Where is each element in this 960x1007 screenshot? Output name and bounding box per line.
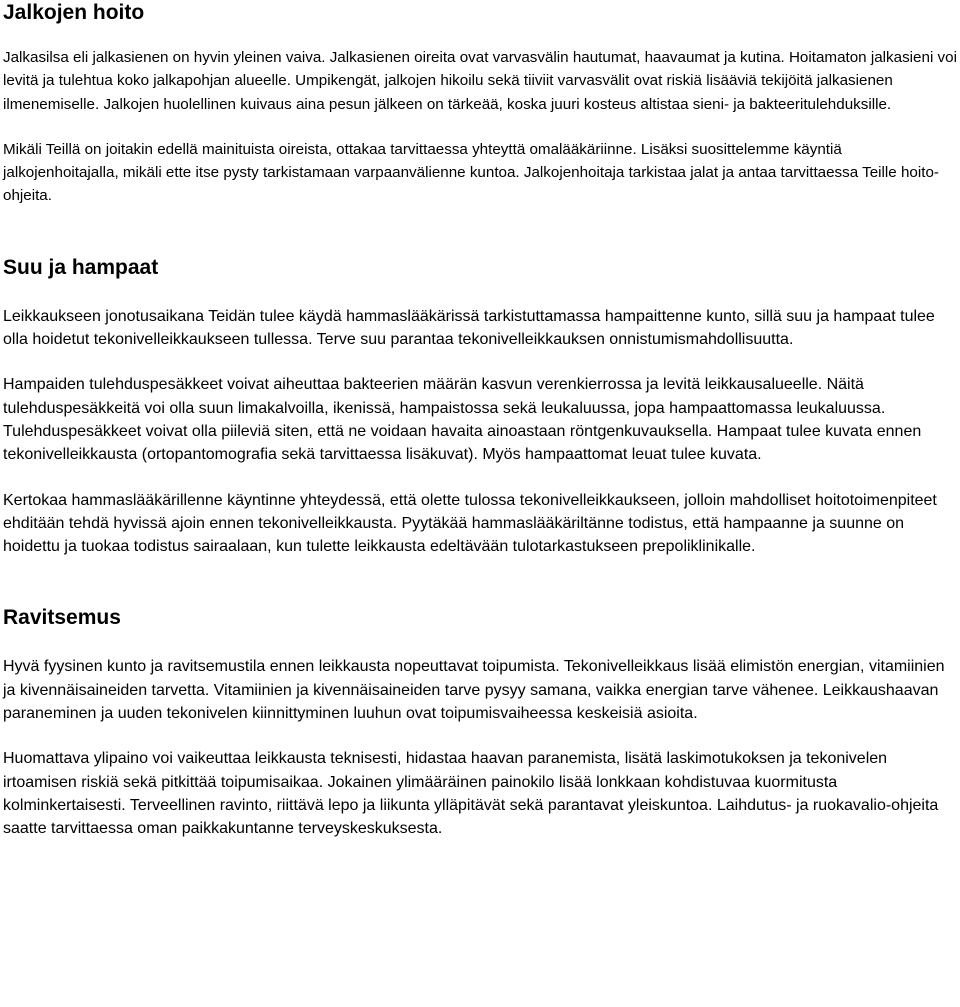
- section-foot-care: [3, 0, 958, 208]
- section-mouth-and-teeth: [3, 255, 958, 559]
- paragraph: Jalkasilsa eli jalkasienen on hyvin yleinen vaiva. Jalkasienen oireita ovat varvasvälin hautumat, haavaumat ja kutina. Hoitamaton jalkasieni voi levitä ja tulehtua koko jalkapohjan alueelle. Umpikengät, jalkojen hikoilu sekä tiiviit varvasvälit ovat riskiä lisääviä tekijöitä jalkasienen ilmenemiselle. Jalkojen huolellinen kuivaus aina pesun jälkeen on tärkeää, koska juuri kosteus altistaa sieni- ja bakteeritulehduksille.: [3, 49, 957, 113]
- paragraph: Kertokaa hammaslääkärillenne käyntinne yhteydessä, että olette tulossa tekonivelleikkaukseen, jolloin mahdolliset hoitotoimenpiteet ehditään tehdä hyvissä ajoin ennen tekonivelleikkausta. Pyytäkää hammaslääkäriltänne todistus, että hampaanne ja suunne on hoidettu ja tuokaa todistus sairaalaan, kun tulette leikkausta edeltävään tulotarkastukseen prepoliklinikalle.: [3, 491, 937, 556]
- paragraph: Leikkaukseen jonotusaikana Teidän tulee käydä hammaslääkärissä tarkistuttamassa hampaittenne kunto, sillä suu ja hampaat tulee olla hoidetut tekonivelleikkaukseen tullessa. Terve suu parantaa tekonivelleikkauksen onnistumismahdollisuutta.: [3, 307, 935, 349]
- paragraph: Huomattava ylipaino voi vaikeuttaa leikkausta teknisesti, hidastaa haavan paranemista, lisätä laskimotukoksen ja tekonivelen irtoamisen riskiä sekä pitkittää toipumisaikaa. Jokainen ylimääräinen painokilo lisää lonkkaan kohdistuvaa kuormitusta kolminkertaisesti. Terveellinen ravinto, riittävä lepo ja liikunta ylläpitävät sekä parantavat yleiskuntoa. Laihdutus- ja ruokavalio-ohjeita saatte tarvittaessa oman paikkakuntanne terveyskeskuksesta.: [3, 750, 939, 838]
- paragraph: Hyvä fyysinen kunto ja ravitsemustila ennen leikkausta nopeuttavat toipumista. Tekonivelleikkaus lisää elimistön energian, vitamiinien ja kivennäisaineiden tarvetta. Vitamiinien ja kivennäisaineiden tarve pysyy samana, vaikka energian tarve vähenee. Leikkaushaavan paraneminen ja uuden tekonivelen kiinnittyminen luuhun ovat toipumisvaiheessa keskeisiä asioita.: [3, 658, 945, 723]
- section-title-nutrition: Ravitsemus: [3, 606, 121, 630]
- section-title-foot-care: Jalkojen hoito: [3, 1, 145, 24]
- section-title-mouth-and-teeth: Suu ja hampaat: [3, 255, 159, 279]
- paragraph: Hampaiden tulehduspesäkkeet voivat aiheuttaa bakteerien määrän kasvun verenkierrossa ja levitä leikkausalueelle. Näitä tulehduspesäkkeitä voi olla suun limakalvoilla, ikenissä, hampaistossa sekä leukaluussa, jopa hampaattomassa leukaluussa. Tulehduspesäkkeet voivat olla piileviä siten, että ne voidaan havaita ainoastaan röntgenkuvauksella. Hampaat tulee kuvata ennen tekonivelleikkausta (ortopantomografia sekä tarvittaessa lisäkuvat). Myös hampaattomat leuat tulee kuvata.: [3, 376, 922, 464]
- section-nutrition: [3, 605, 958, 840]
- paragraph: Mikäli Teillä on joitakin edellä mainituista oireista, ottakaa tarvittaessa yhteyttä omalääkäriinne. Lisäksi suosittelemme käyntiä jalkojenhoitajalla, mikäli ette itse pysty tarkistamaan varpaanvälienne kuntoa. Jalkojenhoitaja tarkistaa jalat ja antaa tarvittaessa Teille hoito-ohjeita.: [3, 140, 939, 205]
- document-page: [3, 0, 958, 841]
